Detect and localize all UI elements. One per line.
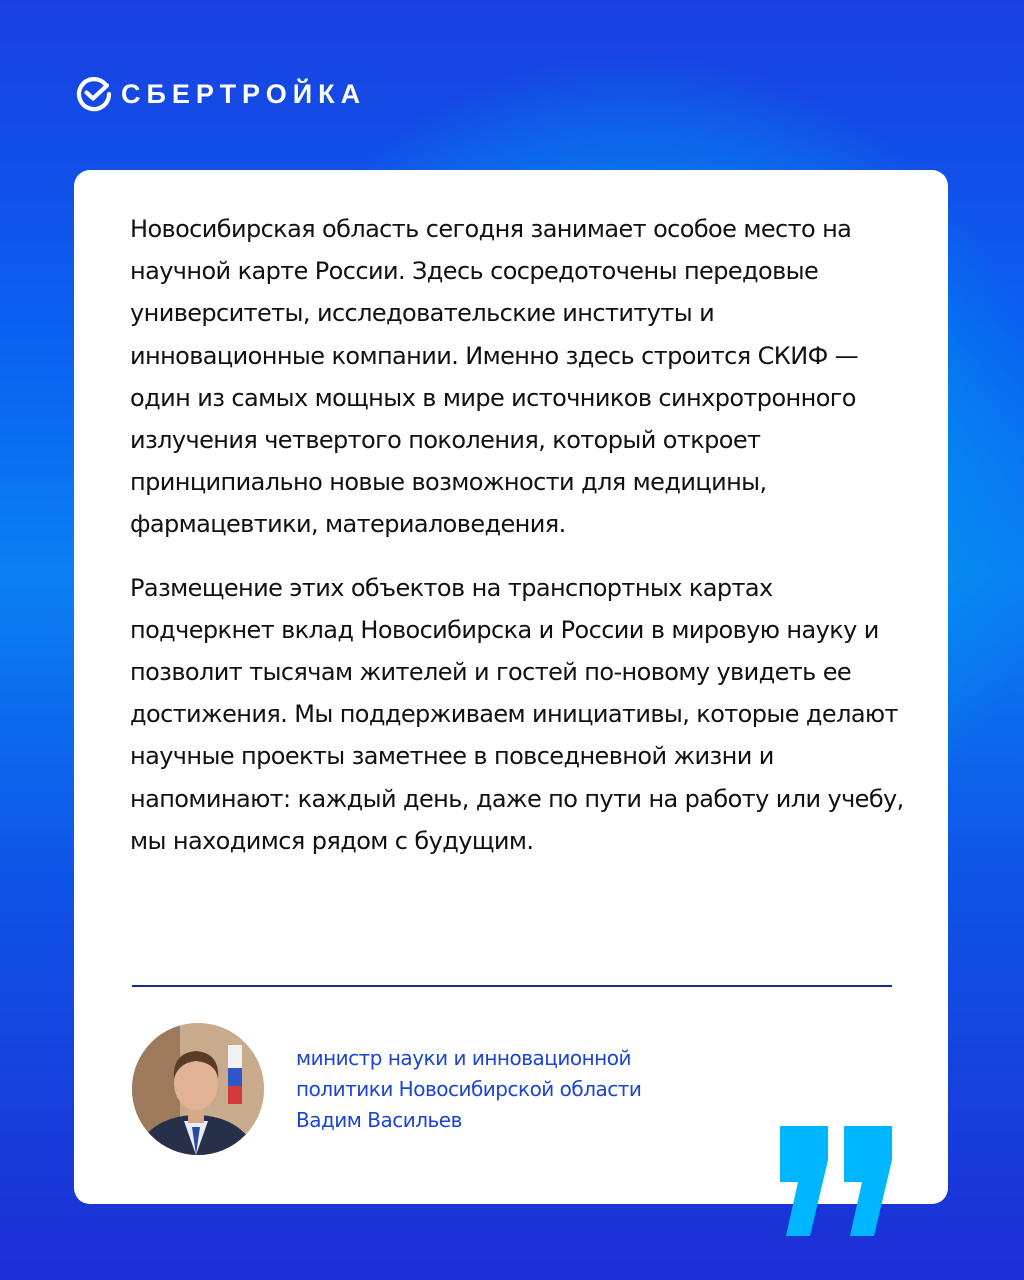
author-position-line2: политики Новосибирской области xyxy=(296,1077,642,1101)
author-name: Вадим Васильев xyxy=(296,1108,462,1132)
author-position-line1: министр науки и инновационной xyxy=(296,1046,631,1070)
author-photo xyxy=(132,1023,264,1155)
quote-paragraph: Размещение этих объектов на транспортных картах подчеркнет вклад Новосибирска и России в мировую науку и позволит тысячам жителей и гостей по-новому увидеть ее достижения. Мы поддерживаем инициативы, которые делают научные проекты заметнее в повседневной жизни и напоминают: каждый день, даже по пути на работу или учебу, мы находимся рядом с будущим. xyxy=(130,573,904,855)
sber-checkmark-icon xyxy=(76,76,112,112)
author-avatar xyxy=(132,1023,264,1155)
quote-text xyxy=(130,208,910,883)
divider xyxy=(132,985,892,987)
closing-quote-icon xyxy=(776,1126,896,1236)
brand-logo xyxy=(76,74,366,114)
brand-name: СБЕРТРОЙКА xyxy=(121,79,367,109)
quote-card xyxy=(74,170,948,1204)
author-caption xyxy=(296,1043,641,1136)
quote-paragraph: Новосибирская область сегодня занимает особое место на научной карте России. Здесь сосредоточены передовые университеты, исследовательские институты и инновационные компании. Именно здесь строится СКИФ — один из самых мощных в мире источников синхротронного излучения четвертого поколения, который откроет принципиально новые возможности для медицины, фармацевтики, материаловедения. xyxy=(130,215,859,539)
